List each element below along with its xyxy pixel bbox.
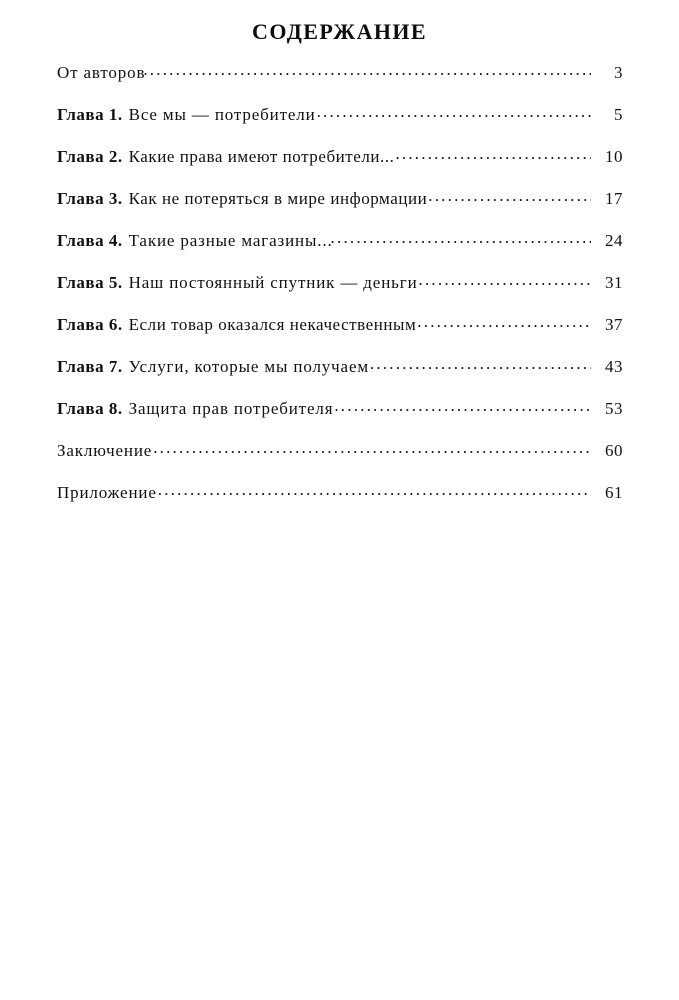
toc-entry-text: Наш постоянный спутник — деньги [128, 273, 418, 292]
dot-leader [419, 272, 591, 288]
toc-entry-chapter: Глава 6. [57, 315, 123, 334]
toc-entry-chapter: Глава 3. [57, 189, 123, 208]
page-title: СОДЕРЖАНИЕ [252, 19, 427, 44]
toc-entry-page: 10 [605, 147, 623, 166]
toc-entry-chapter-3[interactable] [57, 188, 623, 230]
toc-entry-label [57, 188, 427, 210]
dot-leader [417, 314, 591, 330]
toc-entry-chapter-7[interactable] [57, 356, 623, 398]
toc-entry-page: 31 [605, 273, 623, 292]
dot-leader [331, 230, 591, 246]
toc-entry-page: 43 [605, 357, 623, 376]
toc-entry-chapter: Глава 7. [57, 357, 123, 376]
toc-entry-label [57, 398, 333, 420]
toc-entry-chapter-5[interactable] [57, 272, 623, 314]
toc-entry-text: Такие разные магазины... [128, 231, 333, 250]
toc-entry-chapter-1[interactable] [57, 104, 623, 146]
dot-leader [158, 482, 591, 498]
toc-entry-text: Приложение [57, 483, 157, 502]
toc-entry-label [57, 356, 369, 378]
toc-entry-text: Все мы — потребители [128, 105, 316, 124]
toc-entry-chapter: Глава 2. [57, 147, 123, 166]
toc-entry-label [57, 146, 394, 168]
toc-entry-text: Какие права имеют потребители... [128, 147, 395, 166]
dot-leader [334, 398, 591, 414]
toc-entry-text: Защита прав потребителя [128, 399, 334, 418]
toc-entry-ot-avtorov[interactable] [57, 62, 623, 104]
toc-entry-prilozhenie[interactable] [57, 482, 623, 524]
toc-entry-label [57, 104, 316, 126]
toc-entry-chapter-2[interactable] [57, 146, 623, 188]
toc-entry-label [57, 62, 145, 84]
toc-entry-text: Как не потеряться в мире информации [128, 189, 428, 208]
dot-leader [370, 356, 591, 372]
dot-leader [428, 188, 591, 204]
toc-entry-page: 61 [605, 483, 623, 502]
toc-entry-chapter-4[interactable] [57, 230, 623, 272]
toc-entry-label [57, 440, 152, 462]
toc-entry-text: Если товар оказался некачественным [128, 315, 417, 334]
toc-entry-page: 5 [614, 105, 623, 124]
toc-entry-label [57, 272, 418, 294]
toc-entry-label [57, 230, 333, 252]
toc-entry-chapter-6[interactable] [57, 314, 623, 356]
toc-entry-page: 60 [605, 441, 623, 460]
toc-entry-page: 37 [605, 315, 623, 334]
toc-entry-chapter: Глава 8. [57, 399, 123, 418]
toc-entry-page: 17 [605, 189, 623, 208]
toc-entry-page: 24 [605, 231, 623, 250]
dot-leader [153, 440, 591, 456]
dot-leader [317, 104, 591, 120]
dot-leader [143, 62, 591, 78]
toc-entry-chapter: Глава 1. [57, 105, 123, 124]
toc-entry-label [57, 482, 157, 504]
toc-entry-text: Услуги, которые мы получаем [128, 357, 369, 376]
toc-entry-chapter-8[interactable] [57, 398, 623, 440]
toc-entry-label [57, 314, 416, 336]
toc-entry-chapter: Глава 5. [57, 273, 123, 292]
toc-list [57, 62, 623, 524]
toc-entry-text: Заключение [57, 441, 153, 460]
toc-entry-page: 3 [614, 63, 623, 82]
toc-entry-page: 53 [605, 399, 623, 418]
dot-leader [395, 146, 591, 162]
toc-entry-zaklyuchenie[interactable] [57, 440, 623, 482]
toc-entry-text: От авторов [57, 63, 146, 82]
toc-entry-chapter: Глава 4. [57, 231, 123, 250]
